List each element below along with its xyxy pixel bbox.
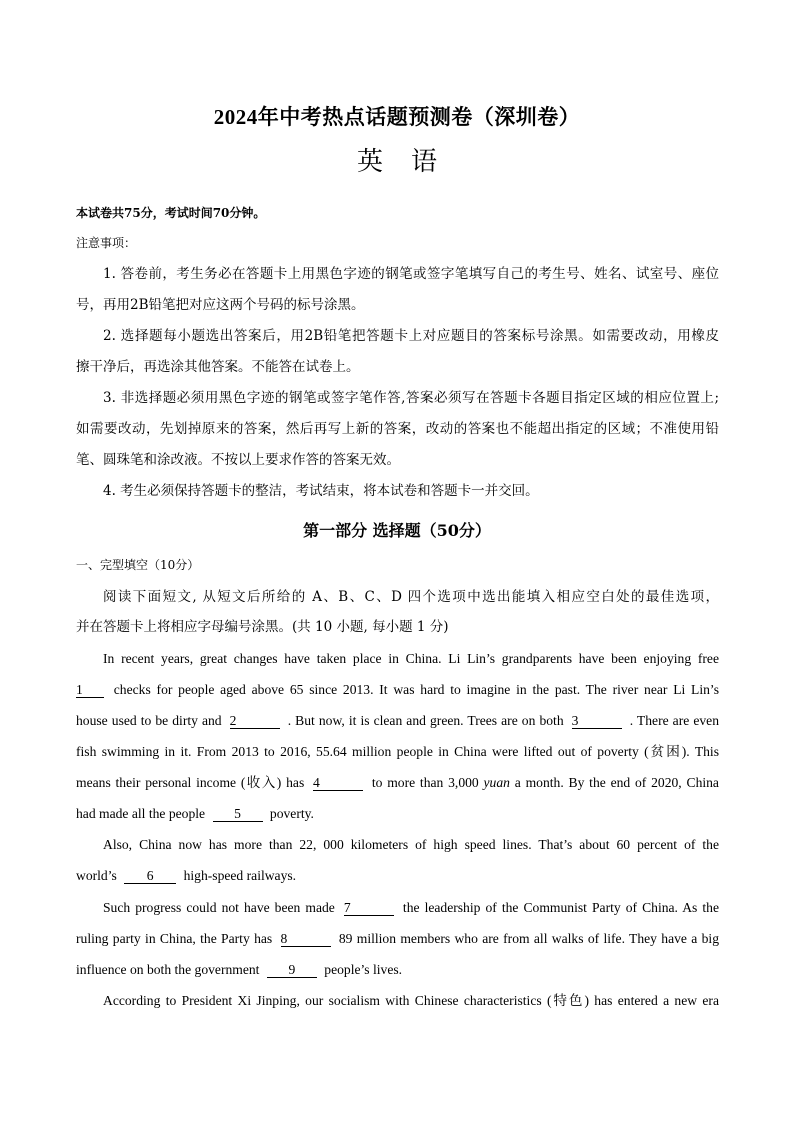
blank-1[interactable]: 1 xyxy=(76,682,104,698)
subject-title xyxy=(0,141,794,178)
note-2-line-1: 2. 选择题每小题选出答案后，用2B铅笔把答题卡上对应题目的答案标号涂黑。如需要改动，用橡皮 xyxy=(103,328,719,344)
passage-p1-line-1: In recent years, great changes have taken place in China. Li Lin’s grandparents have been enjoying free xyxy=(103,651,719,666)
cloze-instruction-line-1: 阅读下面短文, 从短文后所给的 A、B、C、D 四个选项中选出能填入相应空白处的最佳选项， xyxy=(103,589,719,605)
passage-p3-line-3 xyxy=(76,960,719,980)
blank-6[interactable]: 6 xyxy=(124,868,176,884)
blank-9[interactable]: 9 xyxy=(267,962,317,978)
passage-text: ruling party in China, the Party has xyxy=(76,931,277,946)
note-3-line-2: 如需要改动，先划掉原来的答案，然后再写上新的答案，改动的答案也不能超出指定的区域；不准使用铅 xyxy=(76,421,719,437)
note-3-line-1: 3. 非选择题必须用黑色字迹的钢笔或签字笔作答,答案必须写在答题卡各题目指定区域的相应位置上; xyxy=(103,390,719,406)
passage-text: world’s xyxy=(76,868,121,883)
blank-8[interactable]: 8 xyxy=(281,931,331,947)
passage-text: checks for people aged above 65 since 2013. It was hard to imagine in the past. The river near Li Lin’s xyxy=(108,682,719,697)
passage-text: . There are even xyxy=(625,713,719,728)
note-3-line-3: 笔、圆珠笔和涂改液。不按以上要求作答的答案无效。 xyxy=(76,452,400,468)
passage-text: a month. By the end of 2020, China xyxy=(514,775,719,790)
passage-p1-line-4: fish swimming in it. From 2013 to 2016, 55.64 million people in China were lifted out of poverty (贫困). This xyxy=(76,744,719,759)
passage-text: . But now, it is clean and green. Trees are on both xyxy=(283,713,568,728)
note-1-line-1: 1. 答卷前，考生务必在答题卡上用黑色字迹的钢笔或签字笔填写自己的考生号、姓名、试室号、座位 xyxy=(103,266,719,282)
cloze-heading: 一、完型填空（10分） xyxy=(76,558,200,572)
passage-text: means their personal income (收入) has xyxy=(76,775,310,790)
exam-info: 本试卷共75分，考试时间70分钟。 xyxy=(76,206,266,220)
passage-p3-line-2 xyxy=(76,929,719,949)
subject-char-1: 英 xyxy=(356,147,383,177)
subject-char-2: 语 xyxy=(411,147,438,177)
passage-p1-line-3 xyxy=(76,711,719,731)
passage-text: had made all the people xyxy=(76,806,209,821)
passage-p2-line-2 xyxy=(76,866,719,886)
cloze-instruction-line-2: 并在答题卡上将相应字母编号涂黑。(共 10 小题, 每小题 1 分) xyxy=(76,619,449,635)
passage-text: influence on both the government xyxy=(76,962,263,977)
passage-text: to more than 3,000 xyxy=(367,775,484,790)
blank-5[interactable]: 5 xyxy=(213,806,263,822)
passage-text: 89 million members who are from all walks of life. They have a big xyxy=(334,931,720,946)
passage-text: the leadership of the Communist Party of China. As the xyxy=(397,900,719,915)
notes-heading: 注意事项： xyxy=(76,236,137,250)
blank-4[interactable]: 4 xyxy=(313,775,363,791)
blank-3[interactable]: 3 xyxy=(572,713,622,729)
passage-text: house used to be dirty and xyxy=(76,713,226,728)
part-1-title: 第一部分 选择题（50分） xyxy=(303,521,491,540)
passage-p4-line-1: According to President Xi Jinping, our socialism with Chinese characteristics (特色) has entered a new era xyxy=(103,993,719,1008)
note-1-line-2: 号，再用2B铅笔把对应这两个号码的标号涂黑。 xyxy=(76,297,365,313)
passage-text: high-speed railways. xyxy=(180,868,297,883)
passage-p3-line-1 xyxy=(103,898,719,918)
passage-yuan: yuan xyxy=(483,775,510,790)
passage-p1-line-5 xyxy=(76,773,719,793)
note-2-line-2: 擦干净后，再选涂其他答案。不能答在试卷上。 xyxy=(76,359,360,375)
passage-text: people’s lives. xyxy=(320,962,403,977)
passage-p1-line-6 xyxy=(76,804,719,824)
blank-2[interactable]: 2 xyxy=(230,713,280,729)
passage-p2-line-1: Also, China now has more than 22, 000 kilometers of high speed lines. That’s about 60 percent of the xyxy=(103,837,719,852)
note-4: 4. 考生必须保持答题卡的整洁，考试结束，将本试卷和答题卡一并交回。 xyxy=(103,483,539,499)
blank-7[interactable]: 7 xyxy=(344,900,394,916)
passage-p1-line-2 xyxy=(76,680,719,700)
passage-text: poverty. xyxy=(266,806,314,821)
exam-title: 2024年中考热点话题预测卷（深圳卷） xyxy=(213,105,581,129)
passage-text: Such progress could not have been made xyxy=(103,900,340,915)
